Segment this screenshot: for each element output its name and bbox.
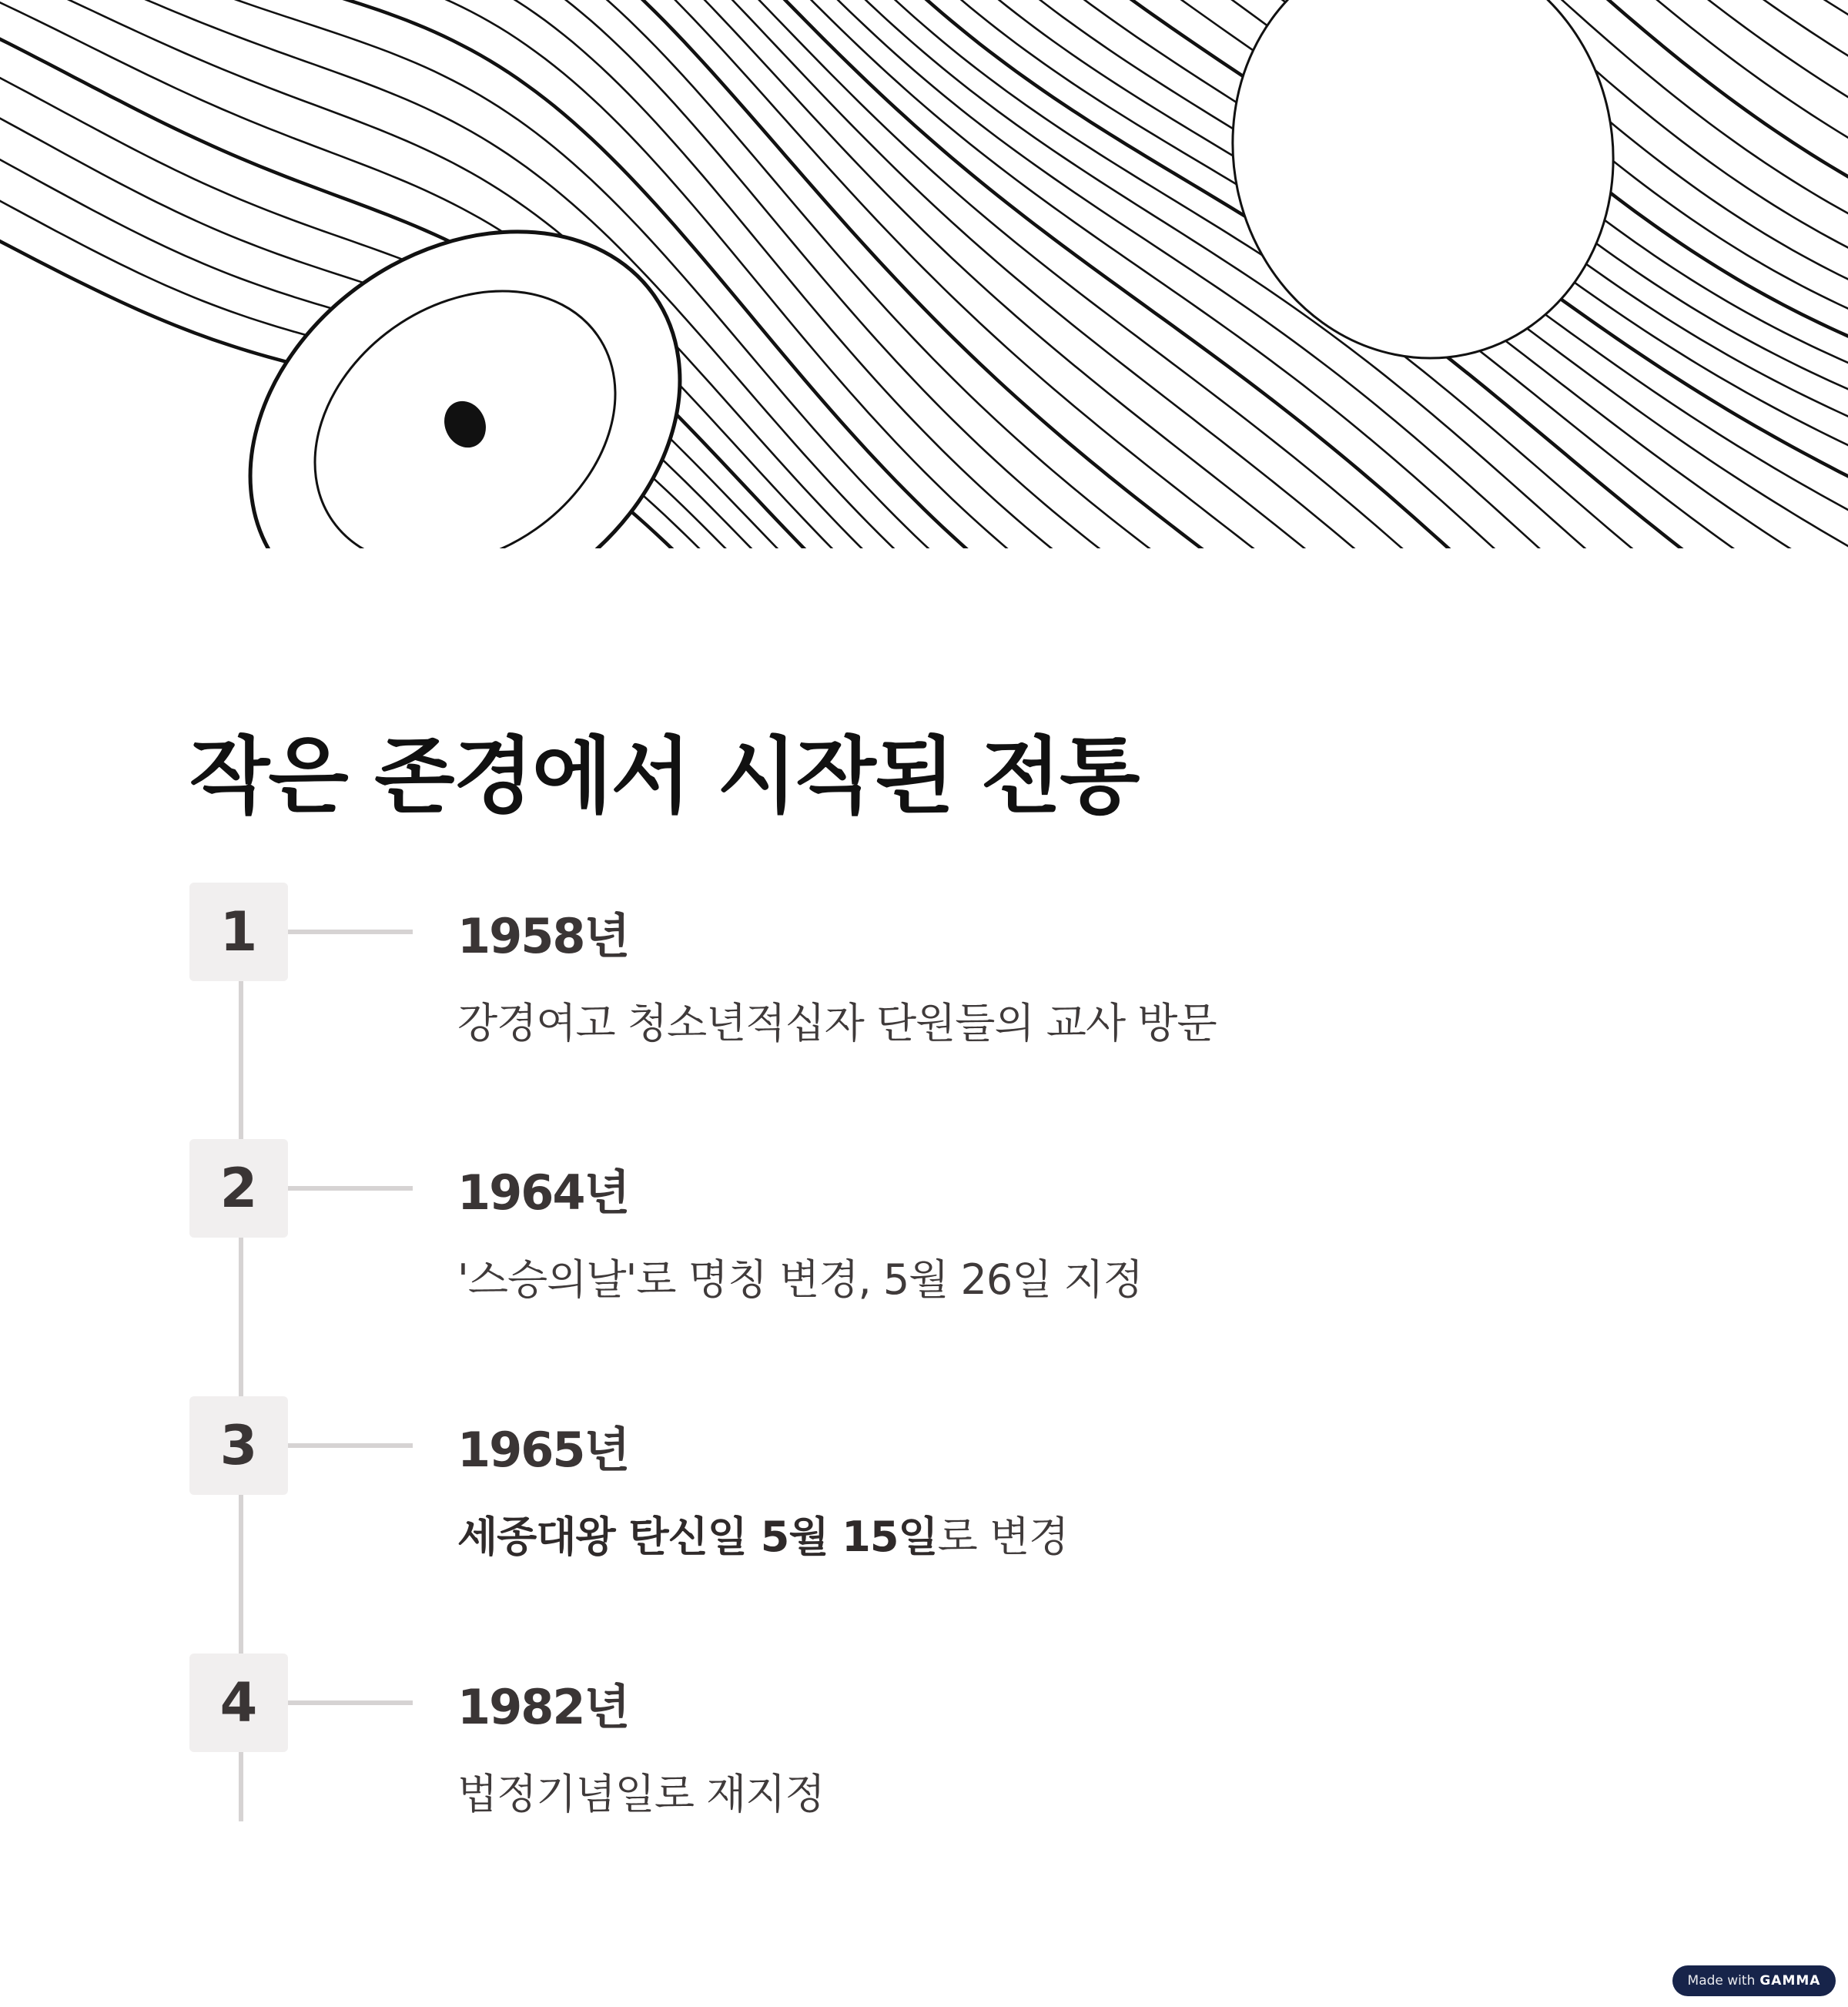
step-number: 2 [189,1139,288,1238]
connector-line [288,1186,413,1191]
item-description: '스승의날'로 명칭 변경, 5월 26일 지정 [457,1255,1143,1304]
step-number: 3 [189,1396,288,1495]
timeline-item [0,1139,1848,1370]
item-year: 1958년 [457,908,629,964]
item-description: 강경여고 청소년적십자 단원들의 교사 방문 [457,999,1217,1047]
item-description: 법정기념일로 재지정 [457,1770,825,1818]
step-number: 1 [189,883,288,981]
connector-line [288,1700,413,1705]
item-description-rest: 로 변경 [937,1513,1069,1561]
item-description-emphasis: 세종대왕 탄신일 5월 15일 [457,1513,938,1561]
connector-line [288,1443,413,1448]
made-with-gamma-badge[interactable] [1672,1965,1836,1996]
connector-line [288,930,413,934]
badge-prefix: Made with [1687,1973,1756,1989]
gamma-logo: GAMMA [1759,1973,1821,1989]
timeline-item [0,1396,1848,1627]
page-title: 작은 존경에서 시작된 전통 [189,729,1139,825]
item-year: 1965년 [457,1422,629,1478]
item-description [457,1504,1068,1563]
step-number: 4 [189,1654,288,1752]
timeline-item [0,883,1848,1114]
item-year: 1982년 [457,1679,629,1735]
item-year: 1964년 [457,1164,629,1221]
timeline-item [0,1654,1848,1885]
